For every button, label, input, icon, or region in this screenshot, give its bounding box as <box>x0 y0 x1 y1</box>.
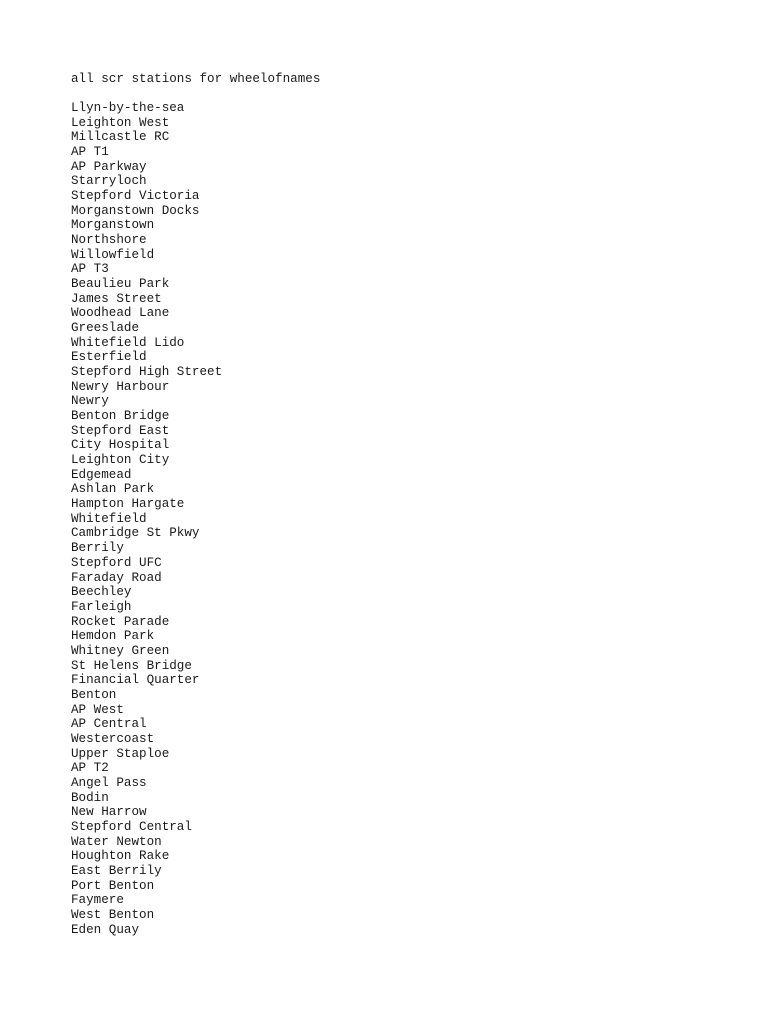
station-list-item: City Hospital <box>71 438 170 453</box>
station-list-item: Leighton West <box>71 115 170 130</box>
station-list-item: Whitney Green <box>71 643 170 658</box>
station-list-item: Faymere <box>71 893 124 908</box>
station-list-item: Stepford East <box>71 423 170 438</box>
station-list-item: Beaulieu Park <box>71 277 170 292</box>
station-list-item: Llyn-by-the-sea <box>71 101 185 115</box>
station-list-item: Beechley <box>71 585 132 600</box>
station-list-item: AP T1 <box>71 145 109 160</box>
station-list-item: Upper Staploe <box>71 746 170 761</box>
station-list-item: Edgemead <box>71 467 132 482</box>
station-list-item: Water Newton <box>71 834 162 849</box>
station-list-item: Port Benton <box>71 878 155 893</box>
station-list-item: Woodhead Lane <box>71 306 170 321</box>
station-list-item: Houghton Rake <box>71 849 170 864</box>
station-list-item: Stepford Central <box>71 819 192 834</box>
station-list-item: Stepford Victoria <box>71 189 200 204</box>
station-list-item: Hampton Hargate <box>71 497 185 512</box>
station-list-item: AP West <box>71 702 124 717</box>
station-list-item: Eden Quay <box>71 922 140 937</box>
station-list-item: Willowfield <box>71 247 155 262</box>
station-list-item: Stepford UFC <box>71 555 162 570</box>
station-list-item: Northshore <box>71 233 147 248</box>
station-list-item: AP T2 <box>71 761 109 776</box>
station-list-item: Starryloch <box>71 174 147 189</box>
station-list-item: Financial Quarter <box>71 673 200 688</box>
station-list-item: AP T3 <box>71 262 109 277</box>
station-list-item: Whitefield Lido <box>71 335 185 350</box>
document-title: all scr stations for wheelofnames <box>71 72 321 86</box>
station-list-item: St Helens Bridge <box>71 658 192 673</box>
station-list-item: Berrily <box>71 541 124 556</box>
document-page <box>71 71 320 937</box>
station-list-item: Farleigh <box>71 599 132 614</box>
station-list-item: West Benton <box>71 907 155 922</box>
station-list-item: Rocket Parade <box>71 614 170 629</box>
station-list-item: Benton <box>71 687 117 702</box>
station-list-item: Stepford High Street <box>71 365 223 380</box>
station-list-item: New Harrow <box>71 805 147 820</box>
station-list-item: Benton Bridge <box>71 409 170 424</box>
station-list-item: Westercoast <box>71 731 155 746</box>
station-list-item: Esterfield <box>71 350 147 365</box>
station-list-item: Ashlan Park <box>71 482 155 497</box>
station-list-item: Hemdon Park <box>71 629 155 644</box>
station-list-item: Angel Pass <box>71 775 147 790</box>
station-list-item: Morganstown Docks <box>71 203 200 218</box>
station-list-item: Newry Harbour <box>71 379 170 394</box>
station-list-item: Newry <box>71 394 109 409</box>
station-list-item: East Berrily <box>71 863 162 878</box>
station-list-item: AP Parkway <box>71 159 147 174</box>
station-list-item: James Street <box>71 291 162 306</box>
station-list-item: Bodin <box>71 790 109 805</box>
station-list-item: Morganstown <box>71 218 155 233</box>
station-list-item: Millcastle RC <box>71 130 170 145</box>
station-list-item: Faraday Road <box>71 570 162 585</box>
station-list-item: Whitefield <box>71 511 147 526</box>
station-list-item: Cambridge St Pkwy <box>71 526 200 541</box>
station-list <box>71 101 320 937</box>
station-list-item: Greeslade <box>71 321 140 336</box>
station-list-item: AP Central <box>71 717 147 732</box>
station-list-item: Leighton City <box>71 453 170 468</box>
